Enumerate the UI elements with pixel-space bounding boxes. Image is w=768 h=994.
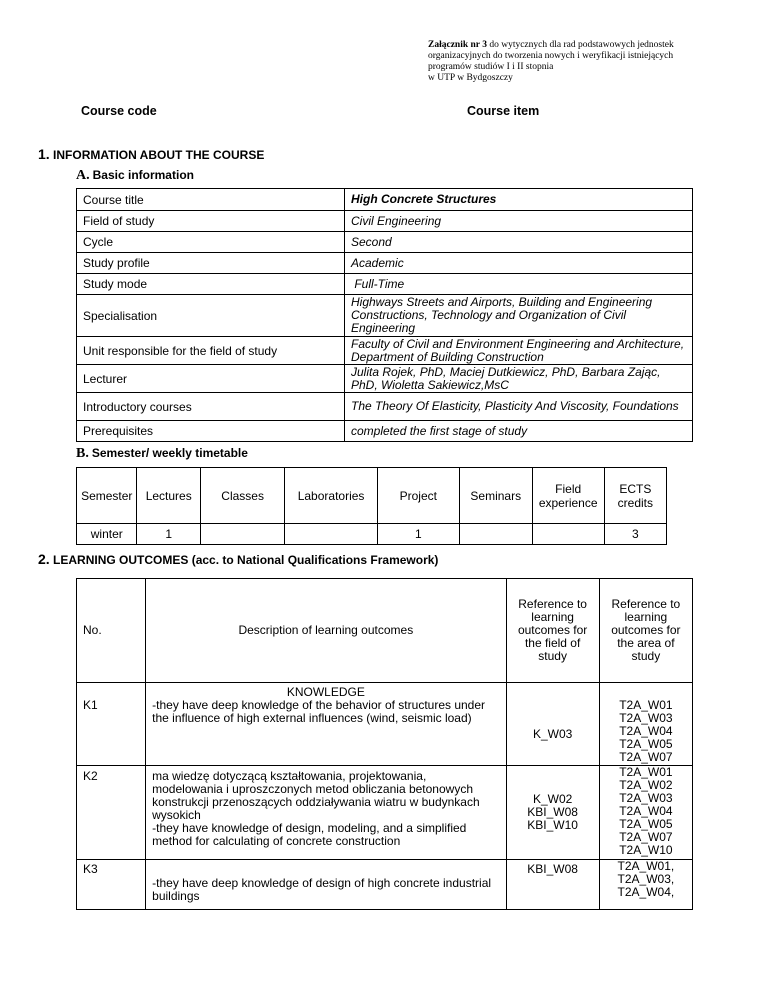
timetable-cell: winter (77, 524, 137, 545)
basic-label: Cycle (77, 232, 345, 253)
basic-label: Unit responsible for the field of study (77, 337, 345, 365)
timetable-header: Project (377, 468, 459, 524)
outcomes-header-row (77, 579, 693, 683)
basic-label: Specialisation (77, 295, 345, 337)
basic-info-table (76, 188, 693, 442)
knowledge-heading: KNOWLEDGE (286, 685, 365, 699)
basic-label: Prerequisites (77, 421, 345, 442)
section-1-number: 1. (38, 146, 50, 162)
basic-value: Civil Engineering (345, 211, 693, 232)
basic-row (77, 295, 693, 337)
timetable-header: Laboratories (285, 468, 377, 524)
section-1-title (38, 146, 264, 162)
outcome-ref-area: T2A_W01 T2A_W02 T2A_W03 T2A_W04 T2A_W05 T2A_W07 T2A_W10 (599, 766, 692, 860)
section-1-text: INFORMATION ABOUT THE COURSE (53, 148, 265, 162)
subsection-a-title (76, 168, 194, 184)
annex-line2: organizacyjnych do tworzenia nowych i weryfikacji istniejących (428, 51, 674, 61)
basic-label: Study mode (77, 274, 345, 295)
timetable-cell (285, 524, 377, 545)
basic-value: Second (345, 232, 693, 253)
header-no: No. (77, 579, 146, 683)
subsection-a-letter: A. (76, 168, 90, 183)
outcome-no: K1 (77, 683, 146, 766)
annex-line1: do wytycznych dla rad podstawowych jednostek (486, 40, 674, 50)
basic-label: Lecturer (77, 365, 345, 393)
basic-row (77, 421, 693, 442)
basic-row (77, 393, 693, 421)
basic-row (77, 337, 693, 365)
timetable-header: ECTS credits (604, 468, 666, 524)
timetable-table (76, 467, 667, 545)
timetable-header: Seminars (459, 468, 532, 524)
timetable-header-row (77, 468, 667, 524)
basic-value: Full-Time (345, 274, 693, 295)
header-ref-area: Reference to learning outcomes for the area of study (599, 579, 692, 683)
basic-row (77, 274, 693, 295)
basic-row (77, 189, 693, 211)
basic-value: Highways Streets and Airports, Building and Engineering Constructions, Technology and Organization of Civil Engineering (345, 295, 693, 337)
timetable-header: Classes (200, 468, 284, 524)
header-ref-field: Reference to learning outcomes for the field of study (506, 579, 599, 683)
outcome-no: K3 (77, 860, 146, 910)
header-desc: Description of learning outcomes (146, 579, 506, 683)
timetable-cell (200, 524, 284, 545)
basic-value: The Theory Of Elasticity, Plasticity And Viscosity, Foundations (345, 393, 693, 421)
basic-label: Field of study (77, 211, 345, 232)
basic-label: Course title (77, 189, 345, 211)
outcome-desc: ma wiedzę dotyczącą kształtowania, projektowania, modelowania i uproszczonych metod obliczania betonowych konstrukcji przenoszących oddziaływania wiatru w budynkach wysokich -they have knowledge of design, modeling, and a simplified method for calculating of concrete construction (146, 766, 506, 860)
outcome-desc: -they have deep knowledge of design of high concrete industrial buildings (146, 860, 506, 910)
subsection-b-title (76, 446, 248, 462)
basic-value: High Concrete Structures (345, 189, 693, 211)
basic-value: Julita Rojek, PhD, Maciej Dutkiewicz, PhD, Barbara Zając, PhD, Wioletta Sakiewicz,MsC (345, 365, 693, 393)
timetable-header: Lectures (137, 468, 200, 524)
timetable-cell (459, 524, 532, 545)
outcome-ref-area: T2A_W01, T2A_W03, T2A_W04, (599, 860, 692, 910)
basic-label: Introductory courses (77, 393, 345, 421)
outcomes-table (76, 578, 693, 910)
outcome-no: K2 (77, 766, 146, 860)
timetable-cell (532, 524, 604, 545)
annex-line3: programów studiów I i II stopnia (428, 62, 554, 72)
outcome-ref-field: K_W02 KBI_W08 KBI_W10 (506, 766, 599, 860)
outcome-desc-cell (146, 683, 506, 766)
subsection-b-letter: B. (76, 446, 89, 461)
outcome-ref-area: T2A_W01 T2A_W03 T2A_W04 T2A_W05 T2A_W07 (599, 683, 692, 766)
basic-value: Academic (345, 253, 693, 274)
basic-row (77, 253, 693, 274)
basic-value: completed the first stage of study (345, 421, 693, 442)
outcome-row-k2 (77, 766, 693, 860)
basic-row (77, 211, 693, 232)
course-item-label: Course item (467, 104, 540, 118)
section-2-title (38, 551, 438, 567)
timetable-header: Semester (77, 468, 137, 524)
outcome-ref-field: KBI_W08 (506, 860, 599, 910)
basic-row (77, 232, 693, 253)
timetable-header: Field experience (532, 468, 604, 524)
annex-line4: w UTP w Bydgoszczy (428, 73, 513, 83)
basic-value: Faculty of Civil and Environment Engineering and Architecture, Department of Building Construction (345, 337, 693, 365)
section-2-number: 2. (38, 551, 50, 567)
annex-note (428, 40, 728, 84)
outcome-ref-field: K_W03 (506, 683, 599, 766)
course-code-label: Course code (81, 104, 157, 118)
section-2-text: LEARNING OUTCOMES (acc. to National Qualifications Framework) (53, 553, 439, 567)
annex-bold: Załącznik nr 3 (428, 40, 487, 50)
outcome-row-k1 (77, 683, 693, 766)
subsection-a-text: Basic information (92, 168, 194, 182)
timetable-cell: 3 (604, 524, 666, 545)
timetable-row (77, 524, 667, 545)
outcome-row-k3 (77, 860, 693, 910)
basic-row (77, 365, 693, 393)
subsection-b-text: Semester/ weekly timetable (91, 446, 248, 460)
timetable-cell: 1 (377, 524, 459, 545)
timetable-cell: 1 (137, 524, 200, 545)
basic-label: Study profile (77, 253, 345, 274)
outcome-desc: -they have deep knowledge of the behavior of structures under the influence of high external influences (wind, seismic load) (152, 698, 486, 725)
